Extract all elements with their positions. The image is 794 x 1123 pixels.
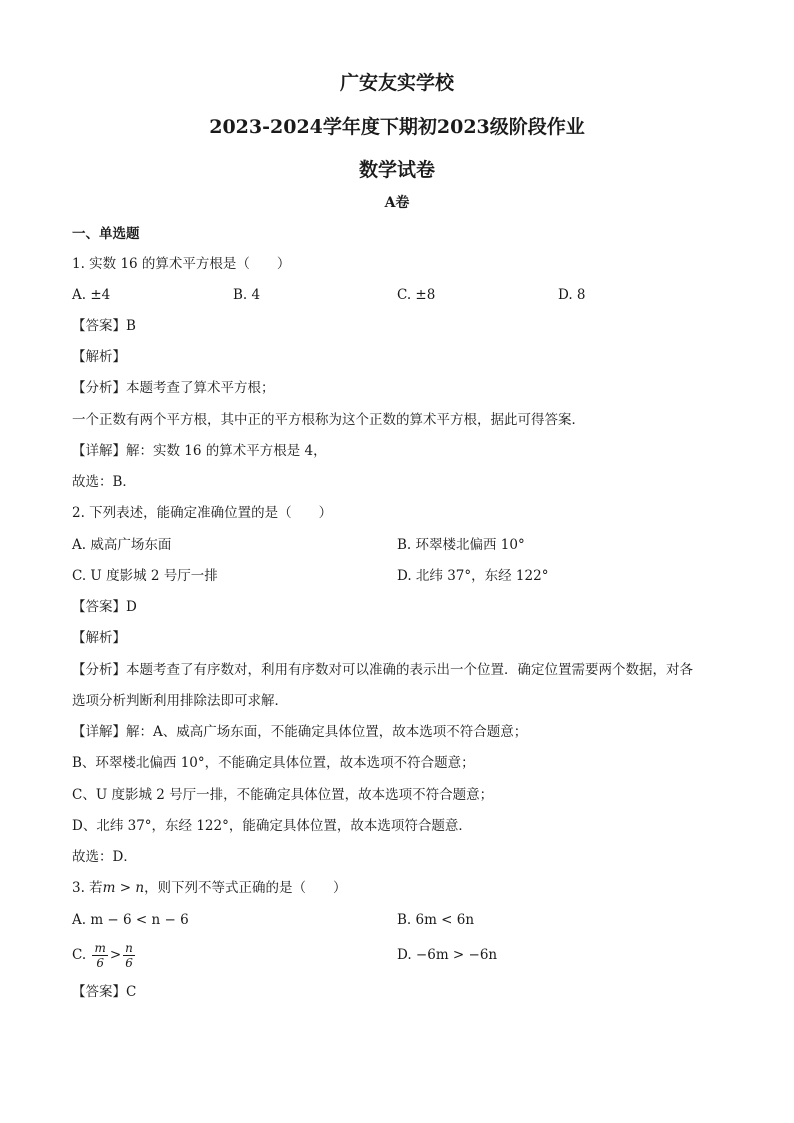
q2-fenxi-text: 本题考查了有序数对，利用有序数对可以准确的表示出一个位置．确定位置需要两个数据，对各 (126, 662, 693, 678)
answer-label: 【答案】 (72, 318, 126, 334)
q1-detail-text: 解：实数 16 的算术平方根是 4， (126, 443, 327, 459)
q1-fenxi-line2: 一个正数有两个平方根，其中正的平方根称为这个正数的算术平方根，据此可得答案． (72, 412, 585, 428)
q3-stem-math: m > n (102, 880, 145, 896)
q3-stem (72, 878, 347, 898)
q3-option-b: B. 6m < 6n (397, 912, 475, 928)
q2-option-b: B. 环翠楼北偏西 10° (397, 537, 525, 553)
q1-option-a: A. ±4 (72, 287, 111, 303)
fraction-denominator: 6 (96, 956, 104, 970)
q1-fenxi (72, 378, 275, 398)
q2-analysis-label: 【解析】 (72, 630, 126, 646)
q2-detail (72, 722, 527, 742)
q2-detail-c: C、U 度影城 2 号厅一排，不能确定具体位置，故本选项不符合题意； (72, 787, 494, 803)
answer-label: 【答案】 (72, 599, 126, 615)
q2-option-a: A. 威高广场东面 (72, 537, 172, 553)
q2-choose: 故选：D． (72, 849, 137, 865)
q2-detail-text: 解：A、威高广场东面，不能确定具体位置，故本选项不符合题意； (126, 724, 528, 740)
q1-fenxi-text: 本题考查了算术平方根； (126, 380, 275, 396)
q2-answer (72, 597, 137, 617)
q3-option-d: D. −6m > −6n (397, 947, 498, 963)
q2-option-d: D. 北纬 37°，东经 122° (397, 568, 549, 584)
q2-detail-b: B、环翠楼北偏西 10°，不能确定具体位置，故本选项不符合题意； (72, 755, 475, 771)
answer-label: 【答案】 (72, 984, 126, 1000)
q3-stem-pre: 3. 若 (72, 880, 103, 896)
q2-stem: 2. 下列表述，能确定准确位置的是（ ） (72, 505, 333, 521)
q1-detail (72, 441, 327, 461)
school-name: 广安友实学校 (339, 72, 454, 94)
q3-fraction-m (92, 941, 107, 970)
fraction-numerator: n (125, 941, 133, 955)
q3-option-c: C. $\frac{m}{6}$ > $\frac{n}{6}$ (72, 941, 133, 970)
q3-answer (72, 982, 136, 1002)
section-heading: 一、单选题 (72, 226, 140, 242)
q2-fenxi-line2: 选项分析判断利用排除法即可求解． (72, 693, 288, 709)
q1-answer-value: B (126, 318, 136, 334)
detail-label: 【详解】 (72, 724, 126, 740)
q3-answer-value: C (126, 984, 137, 1000)
q1-option-d: D. 8 (558, 287, 586, 303)
q3-stem-post: ，则下列不等式正确的是（ ） (144, 880, 347, 896)
fraction-numerator: m (94, 941, 106, 955)
fenxi-label: 【分析】 (72, 380, 126, 396)
q2-answer-value: D (126, 599, 137, 615)
q1-option-c: C. ±8 (397, 287, 436, 303)
q2-detail-d: D、北纬 37°，东经 122°，能确定具体位置，故本选项符合题意． (72, 818, 472, 834)
q2-fenxi (72, 660, 693, 680)
exam-volume: A卷 (384, 195, 410, 211)
q1-choose: 故选：B． (72, 474, 136, 490)
fraction-denominator: 6 (125, 956, 133, 970)
q1-answer (72, 316, 136, 336)
q1-analysis-label: 【解析】 (72, 349, 126, 365)
q2-option-c: C. U 度影城 2 号厅一排 (72, 568, 218, 584)
q3-option-c-label: C. (72, 947, 87, 963)
exam-subject: 数学试卷 (358, 159, 435, 181)
q3-option-a: A. m − 6 < n − 6 (72, 912, 189, 928)
q3-fraction-n (123, 941, 135, 970)
exam-title: 2023-2024学年度下期初2023级阶段作业 (209, 116, 585, 138)
detail-label: 【详解】 (72, 443, 126, 459)
fenxi-label: 【分析】 (72, 662, 126, 678)
q1-option-b: B. 4 (233, 287, 261, 303)
q1-stem: 1. 实数 16 的算术平方根是（ ） (72, 256, 291, 272)
